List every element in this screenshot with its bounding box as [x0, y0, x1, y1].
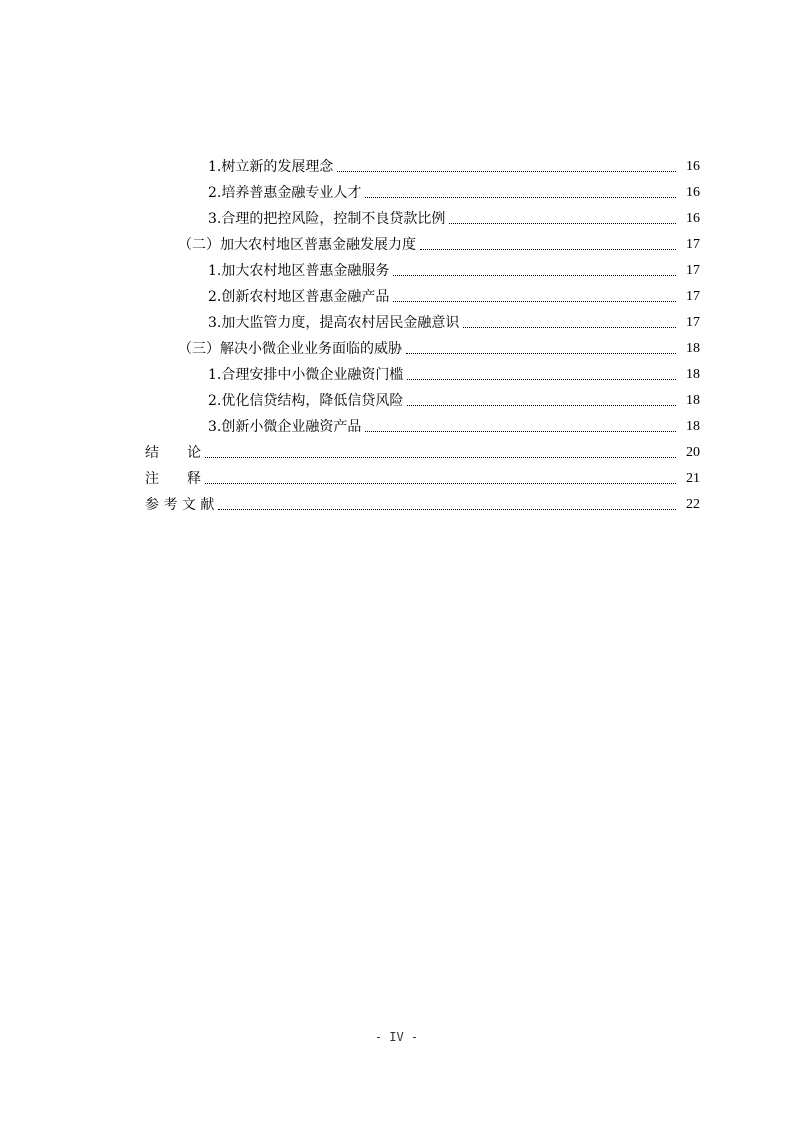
- toc-entry-page: 18: [686, 419, 700, 434]
- toc-entry-title: 2.创新农村地区普惠金融产品: [208, 289, 390, 305]
- toc-entry[interactable]: [0, 436, 700, 462]
- toc-entry[interactable]: [0, 384, 700, 410]
- toc-dot-leader: [337, 170, 676, 172]
- toc-entry-title: 3.创新小微企业融资产品: [208, 419, 362, 435]
- toc-dot-leader: [420, 248, 676, 250]
- toc-dot-leader: [407, 378, 676, 380]
- toc-entry-page: 22: [686, 497, 700, 512]
- toc-entry-title: 结 论: [145, 445, 201, 461]
- toc-dot-leader: [205, 456, 676, 458]
- toc-entry-page: 17: [686, 315, 700, 330]
- toc-dot-leader: [365, 196, 676, 198]
- toc-entry-page: 16: [686, 211, 700, 226]
- toc-entry-title: 3.加大监管力度，提高农村居民金融意识: [208, 315, 460, 331]
- toc-entry[interactable]: [0, 306, 700, 332]
- toc-entry-title: 1.加大农村地区普惠金融服务: [208, 263, 390, 279]
- toc-entry-page: 17: [686, 263, 700, 278]
- toc-dot-leader: [205, 482, 676, 484]
- table-of-contents: [0, 150, 793, 514]
- toc-dot-leader: [218, 508, 676, 510]
- toc-entry-title: 注 释: [145, 471, 201, 487]
- toc-dot-leader: [407, 404, 676, 406]
- toc-entry-page: 17: [686, 237, 700, 252]
- toc-entry[interactable]: [0, 488, 700, 514]
- toc-dot-leader: [463, 326, 676, 328]
- toc-entry-title: （三）解决小微企业业务面临的威胁: [178, 341, 402, 357]
- toc-entry-page: 16: [686, 185, 700, 200]
- toc-entry-page: 21: [686, 471, 700, 486]
- toc-dot-leader: [365, 430, 676, 432]
- toc-entry-page: 18: [686, 367, 700, 382]
- toc-entry-title: 1.合理安排中小微企业融资门槛: [208, 367, 404, 383]
- toc-entry[interactable]: [0, 150, 700, 176]
- toc-entry-page: 17: [686, 289, 700, 304]
- toc-entry[interactable]: [0, 358, 700, 384]
- toc-dot-leader: [449, 222, 676, 224]
- toc-entry-page: 18: [686, 393, 700, 408]
- toc-entry[interactable]: [0, 462, 700, 488]
- toc-entry-title: 参 考 文 献: [145, 497, 215, 513]
- toc-dot-leader: [393, 274, 676, 276]
- toc-entry-title: 2.优化信贷结构，降低信贷风险: [208, 393, 404, 409]
- toc-entry-page: 18: [686, 341, 700, 356]
- toc-entry[interactable]: [0, 228, 700, 254]
- toc-entry[interactable]: [0, 280, 700, 306]
- toc-entry-title: 2.培养普惠金融专业人才: [208, 185, 362, 201]
- toc-entry-title: 3.合理的把控风险，控制不良贷款比例: [208, 211, 446, 227]
- toc-entry[interactable]: [0, 176, 700, 202]
- toc-entry-page: 16: [686, 159, 700, 174]
- toc-dot-leader: [406, 352, 676, 354]
- toc-entry[interactable]: [0, 202, 700, 228]
- page-number-footer: - IV -: [374, 1030, 419, 1044]
- toc-entry-page: 20: [686, 445, 700, 460]
- toc-entry-title: 1.树立新的发展理念: [208, 159, 334, 175]
- toc-entry[interactable]: [0, 254, 700, 280]
- toc-entry-title: （二）加大农村地区普惠金融发展力度: [178, 237, 416, 253]
- toc-entry[interactable]: [0, 410, 700, 436]
- toc-entry[interactable]: [0, 332, 700, 358]
- toc-dot-leader: [393, 300, 676, 302]
